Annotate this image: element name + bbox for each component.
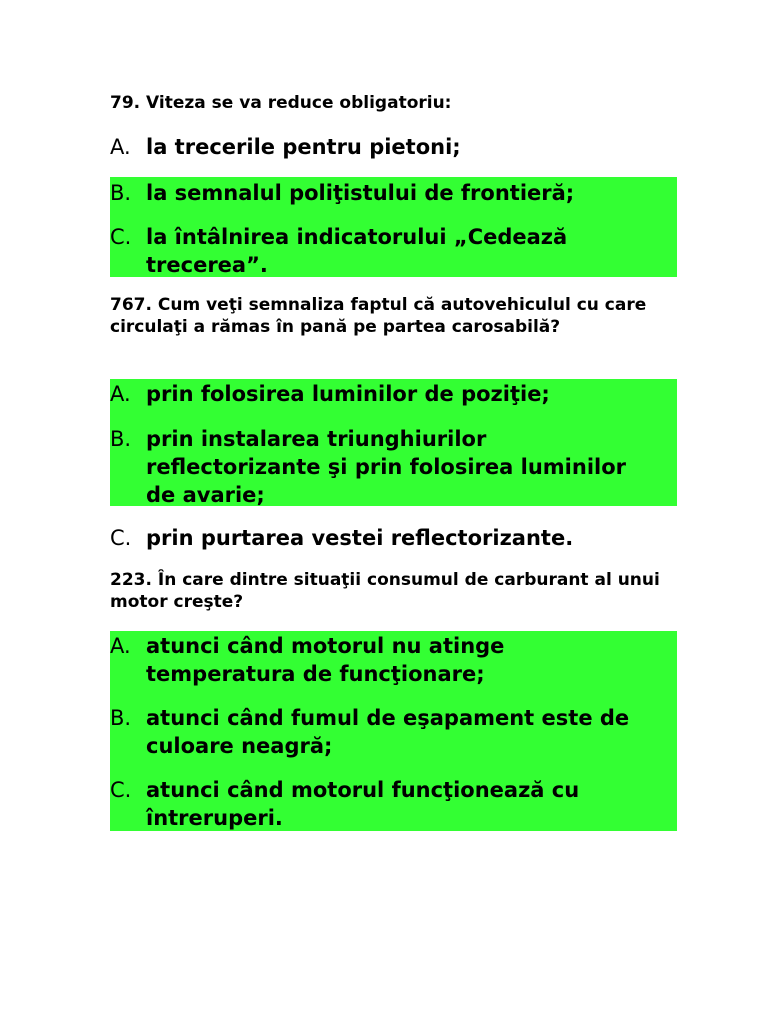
answer-group-highlighted <box>110 379 677 506</box>
answer-letter: C. <box>110 225 132 249</box>
question-number: 223. <box>110 570 152 590</box>
answer-text: atunci când fumul de eşapament este de culoare neagră; <box>146 706 630 758</box>
answer-letter: A. <box>110 135 131 159</box>
question-text: Viteza se va reduce obligatoriu: <box>146 93 452 113</box>
question-79 <box>110 92 680 114</box>
answer-text: la întâlnirea indicatorului „Cedează trecerea”. <box>146 225 568 277</box>
answer-letter: A. <box>110 382 131 406</box>
answer-letter: B. <box>110 706 132 730</box>
question-767 <box>110 294 675 338</box>
answer-letter: B. <box>110 181 132 205</box>
answer-c <box>110 524 677 552</box>
answer-text: la trecerile pentru pietoni; <box>146 135 461 159</box>
answer-letter: A. <box>110 634 131 658</box>
question-number: 79. <box>110 93 141 113</box>
answer-text: atunci când motorul nu atinge temperatura de funcţionare; <box>146 634 505 686</box>
answer-letter: C. <box>110 526 132 550</box>
question-text: În care dintre situaţii consumul de carburant al unui motor creşte? <box>110 570 660 612</box>
answer-text: prin folosirea luminilor de poziţie; <box>146 382 550 406</box>
question-223 <box>110 569 670 613</box>
answer-letter: C. <box>110 778 132 802</box>
answer-text: la semnalul poliţistului de frontieră; <box>146 181 575 205</box>
answer-text: atunci când motorul funcţionează cu întreruperi. <box>146 778 580 830</box>
answer-text: prin instalarea triunghiurilor reflectorizante şi prin folosirea luminilor de avarie; <box>146 427 626 507</box>
question-text: Cum veţi semnaliza faptul că autovehiculul cu care circulaţi a rămas în pană pe partea carosabilă? <box>110 295 647 337</box>
answer-group-highlighted <box>110 631 677 831</box>
answer-letter: B. <box>110 427 132 451</box>
answer-text: prin purtarea vestei reflectorizante. <box>146 526 574 550</box>
answer-a <box>110 131 677 163</box>
question-number: 767. <box>110 295 152 315</box>
answer-group-highlighted <box>110 177 677 277</box>
